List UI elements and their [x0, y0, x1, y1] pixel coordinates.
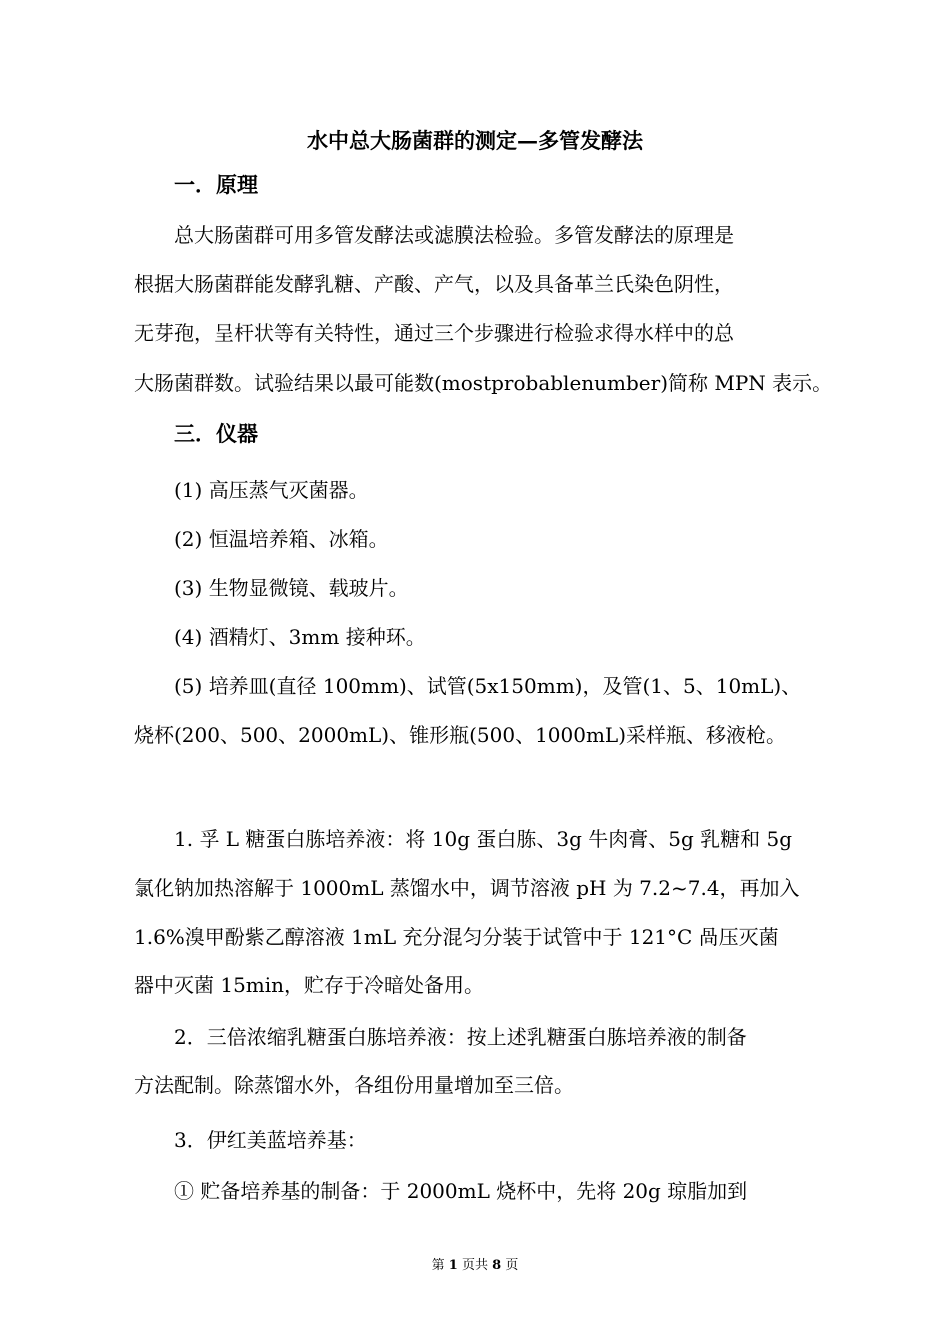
media-3-heading: 3．伊红美蓝培养基：	[174, 1128, 367, 1152]
instrument-item-4: (4) 酒精灯、3mm 接种环。	[174, 625, 426, 649]
instrument-item-5: (5) 培养皿(直径 100mm)、试管(5x150mm)，及管(1、5、10mL)、	[174, 674, 802, 698]
principle-line-4: 大肠菌群数。试验结果以最可能数(mostprobablenumber)简称 MPN 表示。	[134, 371, 833, 395]
media-2-line-1: 2．三倍浓缩乳糖蛋白胨培养液：按上述乳糖蛋白胨培养液的制备	[174, 1025, 747, 1049]
media-1-line-4: 器中灭菌 15min，贮存于冷暗处备用。	[134, 973, 485, 997]
footer-suffix: 页	[505, 1258, 519, 1273]
instrument-item-3: (3) 生物显微镜、载玻片。	[174, 576, 409, 600]
media-1-line-1: 1. 孚 L 糖蛋白胨培养液：将 10g 蛋白胨、3g 牛肉膏、5g 乳糖和 5g	[174, 827, 793, 851]
principle-line-1: 总大肠菌群可用多管发酵法或滤膜法检验。多管发酵法的原理是	[174, 223, 734, 247]
footer-middle: 页共	[461, 1258, 488, 1273]
section-heading-instruments: 三．仪器	[174, 421, 258, 446]
media-3-step-1: ① 贮备培养基的制备：于 2000mL 烧杯中，先将 20g 琼脂加到	[174, 1179, 748, 1203]
page-footer	[0, 1256, 950, 1276]
instrument-item-2: (2) 恒温培养箱、冰箱。	[174, 527, 389, 551]
document-title: 水中总大肠菌群的测定—多管发酵法	[307, 128, 643, 153]
principle-line-2: 根据大肠菌群能发酵乳糖、产酸、产气，以及具备革兰氏染色阴性，	[134, 272, 734, 296]
media-2-line-2: 方法配制。除蒸馏水外，各组份用量增加至三倍。	[134, 1073, 574, 1097]
section-heading-principle: 一．原理	[174, 172, 258, 197]
principle-line-3: 无芽孢，呈杆状等有关特性，通过三个步骤进行检验求得水样中的总	[134, 321, 734, 345]
footer-prefix: 第	[431, 1258, 445, 1273]
instrument-item-1: (1) 高压蒸气灭菌器。	[174, 478, 369, 502]
media-1-line-2: 氯化钠加热溶解于 1000mL 蒸馏水中，调节溶液 pH 为 7.2~7.4，再加入	[134, 876, 800, 900]
instrument-item-5-continued: 烧杯(200、500、2000mL)、锥形瓶(500、1000mL)采样瓶、移液枪。	[134, 723, 787, 747]
footer-page-number: 1	[448, 1258, 458, 1273]
footer-total-pages: 8	[492, 1258, 502, 1273]
media-1-line-3: 1.6%溴甲酚紫乙醇溶液 1mL 充分混匀分装于试管中于 121°C 咼压灭菌	[134, 925, 779, 949]
